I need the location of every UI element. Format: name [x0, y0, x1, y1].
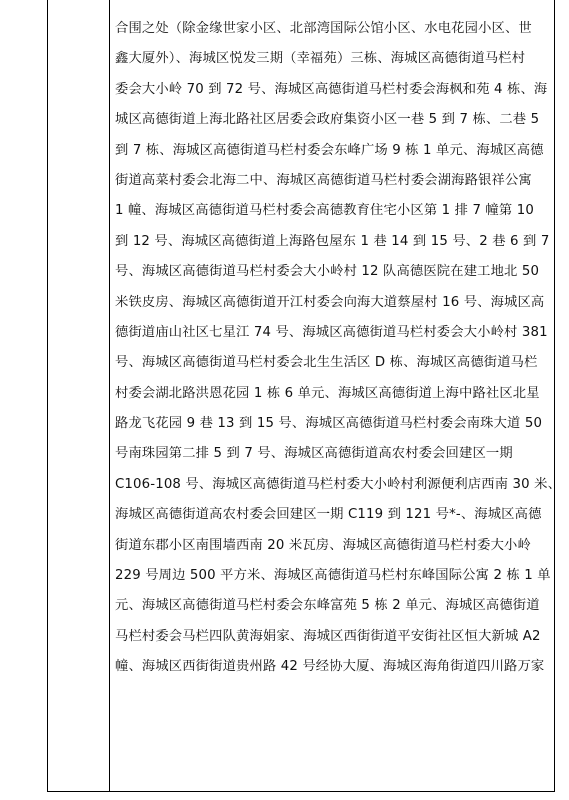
text-line: 米铁皮房、海城区高德街道开江村委会向海大道蔡屋村 16 号、海城区高: [115, 294, 545, 310]
text-line: 号、海城区高德街道马栏村委会大小岭村 12 队高德医院在建工地北 50: [115, 264, 540, 280]
text-line: 街道高菜村委会北海二中、海城区高德街道马栏村委会湖海路银祥公寓: [115, 172, 532, 188]
text-line: 海城区高德街道高农村委会回建区一期 C119 到 121 号*-、海城区高德: [115, 507, 542, 523]
text-line: 幢、海城区西街街道贵州路 42 号经协大厦、海城区海角街道四川路万家: [115, 659, 545, 675]
text-line: 1 幢、海城区高德街道马栏村委会高德教育住宅小区第 1 排 7 幢第 10: [115, 203, 534, 219]
text-line: 到 7 栋、海城区高德街道马栏村委会东峰广场 9 栋 1 单元、海城区高德: [115, 142, 544, 158]
text-line: 元、海城区高德街道马栏村委会东峰富苑 5 栋 2 单元、海城区高德街道: [115, 598, 540, 614]
text-line: 村委会湖北路洪恩花园 1 栋 6 单元、海城区高德街道上海中路社区北星: [115, 385, 540, 401]
text-line: 号、海城区高德街道马栏村委会北生生活区 D 栋、海城区高德街道马栏: [115, 355, 538, 371]
text-line: 到 12 号、海城区高德街道上海路包屋东 1 巷 14 到 15 号、2 巷 6 到 7: [115, 233, 550, 249]
text-line: 鑫大厦外）、海城区悦发三期（幸福苑）三栋、海城区高德街道马栏村: [115, 51, 526, 67]
text-line: 德街道庙山社区七星江 74 号、海城区高德街道马栏村委会大小岭村 381: [115, 324, 548, 340]
text-line: C106-108 号、海城区高德街道马栏村委大小岭村利源便利店西南 30 米、: [115, 476, 562, 492]
column-divider: [109, 0, 110, 792]
text-line: 号南珠园第二排 5 到 7 号、海城区高德街道高农村委会回建区一期: [115, 446, 513, 462]
text-line: 合围之处（除金缘世家小区、北部湾国际公馆小区、水电花园小区、世: [115, 21, 532, 36]
text-line: 委会大小岭 70 到 72 号、海城区高德街道马栏村委会海枫和苑 4 栋、海: [115, 81, 548, 97]
text-line: 城区高德街道上海北路社区居委会政府集资小区一巷 5 到 7 栋、二巷 5: [115, 112, 540, 128]
text-line: 229 号周边 500 平方米、海城区高德街道马栏村东峰国际公寓 2 栋 1 单: [115, 568, 551, 584]
text-line: 路龙飞花园 9 巷 13 到 15 号、海城区高德街道马栏村委会南珠大道 50: [115, 416, 543, 432]
text-line: 马栏村委会马栏四队黄海娟家、海城区西街街道平安街社区恒大新城 A2: [115, 628, 541, 644]
table-text-cell: [115, 14, 562, 683]
text-line: 街道东郡小区南围墙西南 20 米瓦房、海城区高德街道马栏村委大小岭: [115, 537, 531, 553]
